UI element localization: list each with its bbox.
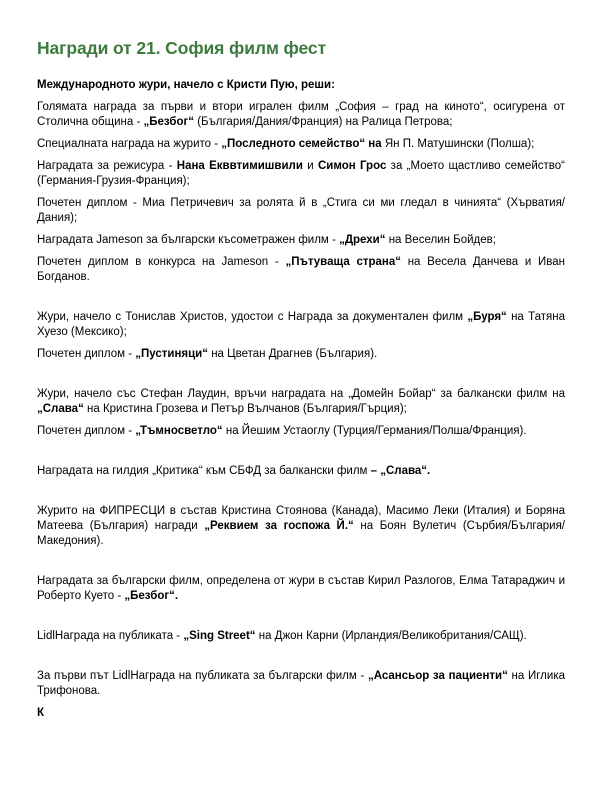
paragraph-directing-award: Наградата за режисура - Нана Екввтимишвили и Симон Грос за „Моето щастливо семейство“ (Германия-Грузия-Франция); [37, 160, 565, 187]
paragraph-lidl-bulgarian-award: За първи път LidlНаграда на публиката за български филм - „Асансьор за пациенти“ на Иглика Трифонова. [37, 670, 565, 697]
film-title: „Пътуваща страна“ [285, 256, 401, 268]
film-title: „Буря“ [467, 311, 507, 323]
film-title: „Последното семейство“ на [221, 138, 382, 150]
film-title: „Безбог“ [143, 116, 195, 128]
film-title: „Безбог“. [124, 590, 179, 602]
paragraph-documentary-award: Жури, начело с Тонислав Христов, удостои с Награда за документален филм „Буря“ на Татяна Хуезо (Мексико); [37, 311, 565, 338]
paragraph-lidl-audience-award: LidlНаграда на публиката - „Sing Street“ на Джон Карни (Ирландия/Великобритания/САЩ). [37, 630, 527, 642]
paragraph-actress-diploma: Почетен диплом - Миа Петричевич за ролята й в „Стига си ми гледал в чинията“ (Хърватия/Дания); [37, 197, 565, 224]
film-title: „Слава“ [37, 403, 84, 415]
end-mark: К [37, 707, 45, 719]
paragraph-balkan-award: Жури, начело със Стефан Лаудин, връчи наградата на „Домейн Бойар“ за балкански филм на „Слава“ на Кристина Грозева и Петър Вълчанов (България/Гърция); [37, 388, 565, 415]
paragraph-grand-prize: Голямата награда за първи и втори игрален филм „София – град на киното“, осигурена от Столична община - „Безбог“ (България/Дания/Франция) на Ралица Петрова; [37, 101, 565, 128]
document-page [37, 38, 565, 728]
film-title: „Пустиняци“ [135, 348, 208, 360]
director-name: Нана Екввтимишвили [176, 160, 303, 172]
paragraph-fipresci-award: Журито на ФИПРЕСЦИ в състав Кристина Стоянова (Канада), Масимо Леки (Италия) и Боряна Матеева (България) награди „Реквием за госпожа Й.“ на Боян Вулетич (Сърбия/България/Македония). [37, 505, 565, 547]
paragraph-documentary-diploma: Почетен диплом - „Пустиняци“ на Цветан Драгнев (България). [37, 348, 378, 360]
film-title: – „Слава“. [367, 465, 431, 477]
paragraph-balkan-diploma: Почетен диплом - „Тъмносветло“ на Йешим Устаоглу (Турция/Германия/Полша/Франция). [37, 425, 527, 437]
director-name: Симон Грос [317, 160, 387, 172]
film-title: „Дрехи“ [339, 234, 386, 246]
paragraph-bulgarian-film-award: Наградата за български филм, определена от жури в състав Кирил Разлогов, Елма Татараджич и Роберто Куето - „Безбог“. [37, 575, 565, 602]
film-title: „Асансьор за пациенти“ [367, 670, 508, 682]
paragraph-critics-award: Наградата на гилдия „Критика“ към СБФД за балкански филм – „Слава“. [37, 465, 431, 477]
paragraph-jameson-diploma: Почетен диплом в конкурса на Jameson - „Пътуваща страна“ на Весела Данчева и Иван Богданов. [37, 256, 565, 283]
film-title: „Реквием за госпожа Й.“ [204, 520, 354, 532]
page-title: Награди от 21. София филм фест [37, 38, 327, 58]
paragraph-special-prize: Специалната награда на журито - „Последното семейство“ на Ян П. Матушински (Полша); [37, 138, 535, 150]
paragraph-jameson-award: Наградата Jameson за български късометражен филм - „Дрехи“ на Веселин Бойдев; [37, 234, 496, 246]
intl-jury-heading: Международното жури, начело с Кристи Пую, реши: [37, 79, 335, 91]
film-title: „Sing Street“ [183, 630, 256, 642]
film-title: „Тъмносветло“ [135, 425, 223, 437]
